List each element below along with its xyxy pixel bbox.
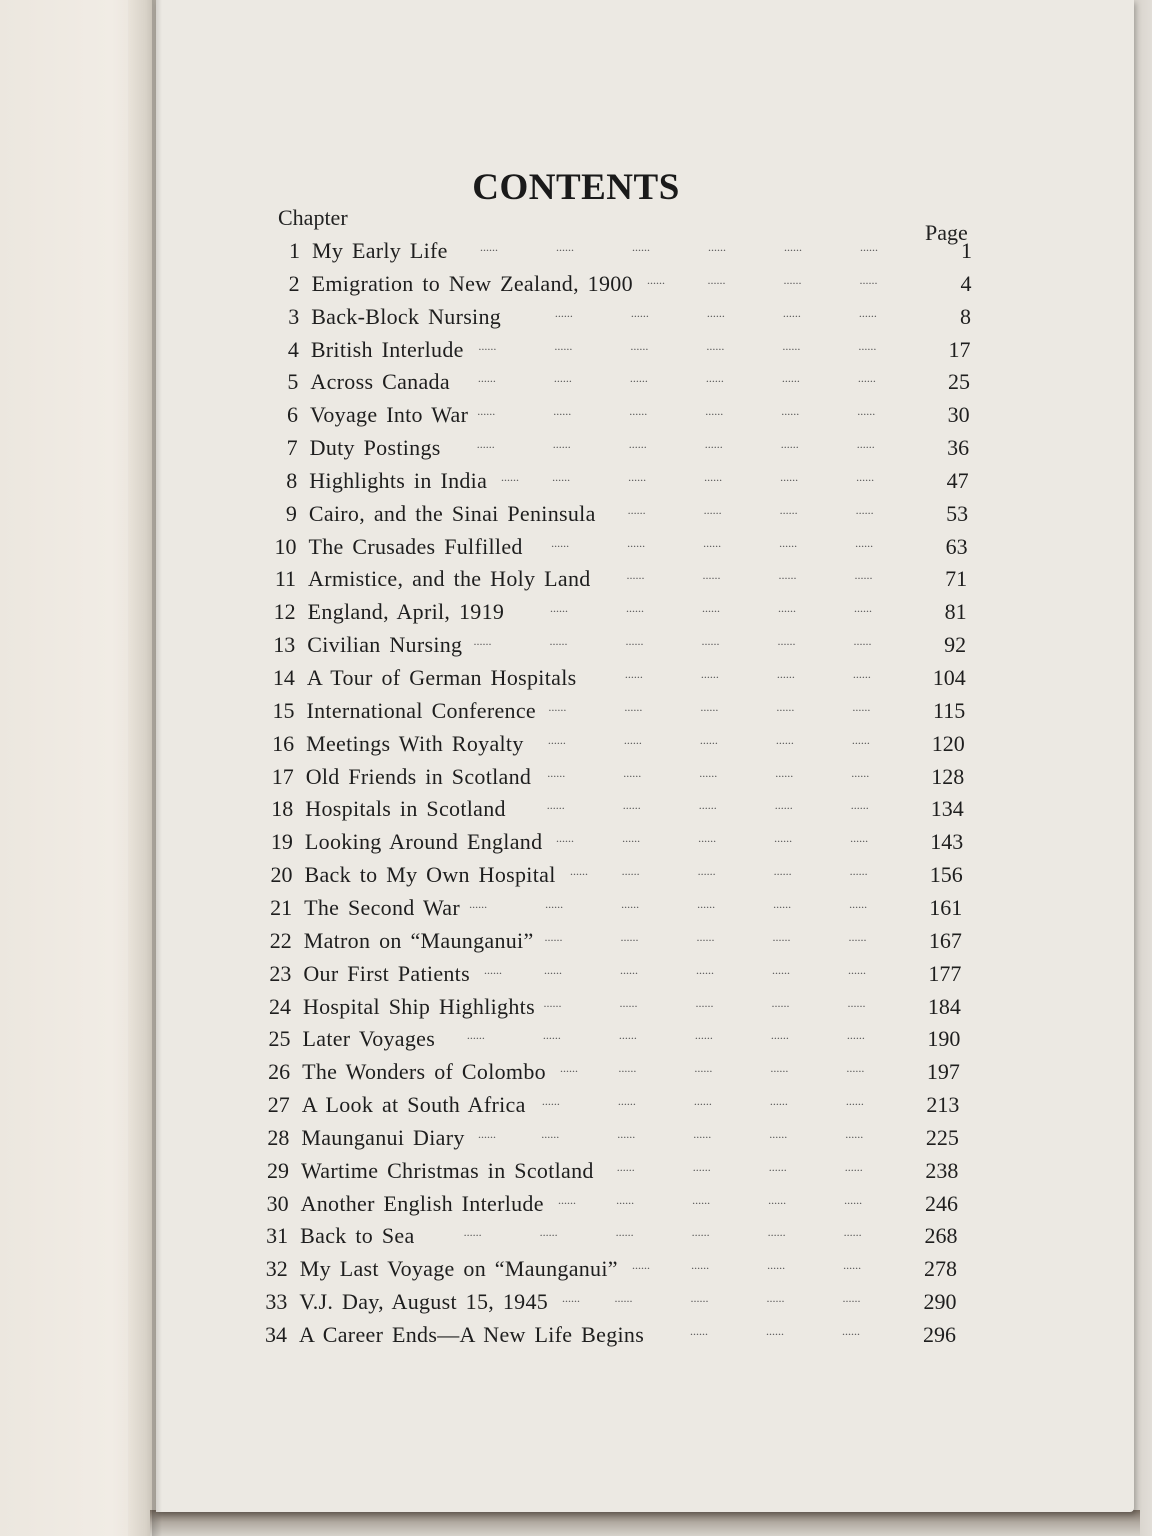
chapter-number: 13 bbox=[273, 632, 296, 658]
dot-leader: ...... ...... ...... ...... ...... ...... bbox=[478, 1126, 864, 1141]
page-number: 278 bbox=[923, 1256, 957, 1282]
chapter-number: 34 bbox=[265, 1322, 287, 1347]
dot-leader: ...... ...... ...... ...... ...... bbox=[558, 1192, 863, 1207]
chapter-title: The Wonders of Colombo bbox=[302, 1059, 546, 1085]
chapter-number: 26 bbox=[268, 1059, 291, 1085]
toc-entry bbox=[0, 271, 1152, 301]
chapter-title: Civilian Nursing bbox=[307, 632, 463, 658]
page-number: 25 bbox=[948, 369, 971, 395]
chapter-title: Later Voyages bbox=[302, 1026, 436, 1052]
chapter-title: Looking Around England bbox=[304, 829, 543, 855]
toc-entry bbox=[0, 895, 1152, 925]
chapter-number: 20 bbox=[270, 862, 293, 888]
toc-entry bbox=[0, 369, 1152, 399]
toc-entry bbox=[0, 468, 1152, 498]
chapter-column-label: Chapter bbox=[278, 205, 348, 230]
dot-leader: ...... ...... ...... ...... ...... bbox=[556, 831, 869, 846]
toc-entry bbox=[0, 1191, 1152, 1221]
chapter-number: 16 bbox=[272, 730, 295, 756]
toc-entry bbox=[0, 402, 1152, 432]
dot-leader: ...... ...... ...... ...... ...... bbox=[543, 995, 866, 1010]
chapter-number: 32 bbox=[265, 1256, 288, 1282]
dot-leader: ...... ...... ...... ...... ...... ...... bbox=[484, 962, 866, 977]
page-number: 71 bbox=[945, 566, 968, 592]
chapter-number: 8 bbox=[286, 467, 298, 493]
page-number: 115 bbox=[933, 697, 966, 723]
chapter-number: 19 bbox=[270, 829, 293, 855]
chapter-number: 25 bbox=[268, 1026, 291, 1052]
page-number: 290 bbox=[923, 1289, 957, 1315]
page-number: 268 bbox=[924, 1223, 958, 1249]
chapter-title: Our First Patients bbox=[303, 960, 470, 986]
page-number: 246 bbox=[924, 1190, 958, 1216]
page-number: 4 bbox=[960, 270, 972, 296]
chapter-number: 27 bbox=[267, 1092, 290, 1118]
page-number: 30 bbox=[947, 402, 970, 428]
chapter-title: My Early Life bbox=[312, 238, 448, 263]
contents-heading: CONTENTS bbox=[472, 167, 680, 208]
page-number: 225 bbox=[925, 1124, 959, 1150]
chapter-title: The Second War bbox=[304, 894, 460, 920]
chapter-number: 7 bbox=[286, 435, 298, 461]
chapter-title: Duty Postings bbox=[309, 435, 441, 461]
page-number: 161 bbox=[929, 894, 963, 920]
chapter-number: 5 bbox=[287, 369, 299, 395]
toc-entry bbox=[0, 698, 1152, 728]
dot-leader: ...... ...... ...... ...... ...... bbox=[570, 864, 868, 879]
dot-leader: ...... ...... ...... bbox=[690, 1324, 860, 1338]
page-number: 8 bbox=[960, 303, 972, 329]
toc-entry bbox=[0, 1158, 1152, 1188]
dot-leader: ...... ...... ...... ...... bbox=[624, 667, 871, 682]
toc-entry bbox=[0, 1289, 1152, 1319]
chapter-number: 9 bbox=[285, 500, 297, 526]
page-number: 143 bbox=[930, 829, 964, 855]
chapter-title: Meetings With Royalty bbox=[306, 730, 524, 756]
toc-entry bbox=[0, 435, 1152, 465]
page-number: 81 bbox=[944, 599, 967, 625]
toc-entry bbox=[0, 534, 1152, 564]
chapter-title: Cairo, and the Sinai Peninsula bbox=[308, 500, 596, 526]
chapter-number: 12 bbox=[273, 599, 296, 625]
chapter-number: 10 bbox=[274, 533, 297, 559]
toc-entry bbox=[0, 1059, 1152, 1089]
page-number: 296 bbox=[923, 1322, 956, 1347]
toc-entry bbox=[0, 961, 1152, 991]
page-number: 36 bbox=[947, 435, 970, 461]
dot-leader: ...... ...... ...... ...... bbox=[632, 1258, 862, 1273]
page-number: 167 bbox=[928, 927, 962, 953]
chapter-title: British Interlude bbox=[310, 336, 464, 362]
toc-entry bbox=[0, 1223, 1152, 1253]
page-number: 128 bbox=[931, 763, 965, 789]
toc-entry bbox=[0, 566, 1152, 596]
page-number: 238 bbox=[925, 1157, 959, 1183]
page-number: 1 bbox=[961, 238, 972, 263]
dot-leader: ...... ...... ...... ...... ...... ...... bbox=[480, 240, 878, 254]
chapter-title: Back to My Own Hospital bbox=[304, 862, 556, 888]
chapter-title: Hospitals in Scotland bbox=[305, 796, 506, 822]
toc-entry bbox=[0, 665, 1152, 695]
toc-entry bbox=[0, 304, 1152, 334]
chapter-number: 31 bbox=[266, 1223, 289, 1249]
toc-entry bbox=[0, 501, 1152, 531]
toc-entry bbox=[0, 1092, 1152, 1122]
chapter-title: Another English Interlude bbox=[300, 1190, 544, 1216]
dot-leader: ...... ...... ...... ...... ...... bbox=[554, 305, 877, 320]
chapter-number: 22 bbox=[269, 927, 292, 953]
toc-entry bbox=[0, 1322, 1152, 1352]
chapter-number: 21 bbox=[270, 894, 293, 920]
book-cover-edge bbox=[150, 1510, 1140, 1536]
dot-leader: ...... ...... ...... ...... ...... bbox=[550, 601, 872, 616]
page-number: 104 bbox=[932, 665, 966, 691]
chapter-title: Maunganui Diary bbox=[301, 1124, 465, 1150]
chapter-title: International Conference bbox=[306, 697, 536, 723]
toc-entry bbox=[0, 1026, 1152, 1056]
toc-entry bbox=[0, 928, 1152, 958]
toc-entry bbox=[0, 862, 1152, 892]
chapter-title: Across Canada bbox=[310, 369, 450, 395]
page-number: 63 bbox=[945, 533, 968, 559]
toc-entry bbox=[0, 632, 1152, 662]
chapter-title: England, April, 1919 bbox=[307, 599, 505, 625]
chapter-title: A Career Ends—A New Life Begins bbox=[299, 1322, 645, 1347]
chapter-title: Armistice, and the Holy Land bbox=[308, 566, 591, 592]
chapter-title: Hospital Ship Highlights bbox=[302, 993, 535, 1019]
chapter-number: 2 bbox=[288, 270, 300, 296]
dot-leader: ...... ...... ...... ...... ...... bbox=[560, 1061, 865, 1076]
chapter-number: 18 bbox=[271, 796, 294, 822]
chapter-number: 28 bbox=[267, 1124, 290, 1150]
toc-entry bbox=[0, 829, 1152, 859]
chapter-number: 6 bbox=[287, 402, 299, 428]
toc-entry bbox=[0, 1256, 1152, 1286]
toc-entry bbox=[0, 796, 1152, 826]
toc-entry bbox=[0, 764, 1152, 794]
dot-leader: ...... ...... ...... ...... ...... bbox=[547, 732, 870, 747]
chapter-number: 24 bbox=[268, 993, 291, 1019]
chapter-title: My Last Voyage on “Maunganui” bbox=[299, 1256, 618, 1282]
dot-leader: ...... ...... ...... ...... ...... ...... bbox=[476, 437, 875, 452]
dot-leader: ...... ...... ...... ...... ...... ...... bbox=[477, 404, 876, 419]
chapter-title: A Look at South Africa bbox=[301, 1092, 526, 1118]
chapter-number: 33 bbox=[265, 1289, 288, 1315]
dot-leader: ...... ...... ...... ...... ...... ...... bbox=[501, 469, 875, 484]
chapter-title: Highlights in India bbox=[309, 467, 488, 493]
toc-entry bbox=[0, 337, 1152, 367]
toc-entry bbox=[0, 994, 1152, 1024]
dot-leader: ...... ...... ...... ...... bbox=[616, 1159, 863, 1174]
toc-entry bbox=[0, 238, 1152, 268]
dot-leader: ...... ...... ...... ...... ...... bbox=[541, 1094, 864, 1109]
chapter-number: 4 bbox=[287, 336, 299, 362]
dot-leader: ...... ...... ...... ...... ...... ...... bbox=[469, 896, 868, 911]
dot-leader: ...... ...... ...... ...... ...... bbox=[562, 1291, 861, 1306]
dot-leader: ...... ...... ...... ...... ...... ...... bbox=[473, 634, 872, 649]
chapter-title: Emigration to New Zealand, 1900 bbox=[311, 270, 633, 296]
page-number: 47 bbox=[946, 467, 969, 493]
dot-leader: ...... ...... ...... ...... bbox=[626, 568, 873, 583]
chapter-title: Back to Sea bbox=[300, 1223, 415, 1249]
chapter-number: 3 bbox=[288, 303, 300, 329]
toc-entry bbox=[0, 731, 1152, 761]
chapter-title: Voyage Into War bbox=[310, 402, 469, 428]
toc-entry bbox=[0, 1125, 1152, 1155]
chapter-title: V.J. Day, August 15, 1945 bbox=[299, 1289, 549, 1315]
chapter-number: 11 bbox=[274, 566, 297, 592]
dot-leader: ...... ...... ...... ...... ...... bbox=[551, 535, 874, 550]
dot-leader: ...... ...... ...... ...... ...... bbox=[548, 699, 871, 714]
page-number: 53 bbox=[946, 500, 969, 526]
chapter-title: Wartime Christmas in Scotland bbox=[300, 1157, 594, 1183]
chapter-title: Matron on “Maunganui” bbox=[303, 927, 534, 953]
chapter-number: 23 bbox=[269, 960, 292, 986]
chapter-number: 29 bbox=[266, 1157, 289, 1183]
chapter-title: A Tour of German Hospitals bbox=[306, 665, 577, 691]
chapter-title: Old Friends in Scotland bbox=[305, 763, 532, 789]
chapter-number: 17 bbox=[271, 763, 294, 789]
page-number: 134 bbox=[930, 796, 964, 822]
chapter-number: 1 bbox=[289, 238, 300, 263]
page-number: 17 bbox=[948, 336, 971, 362]
dot-leader: ...... ...... ...... ...... ...... bbox=[547, 765, 870, 780]
chapter-number: 14 bbox=[272, 665, 295, 691]
dot-leader: ...... ...... ...... ...... ...... ...... bbox=[478, 338, 877, 353]
dot-leader: ...... ...... ...... ...... ...... ...... bbox=[466, 1028, 865, 1043]
page-column-label: Page bbox=[925, 220, 968, 245]
dot-leader: ...... ...... ...... ...... bbox=[627, 502, 874, 517]
chapter-title: Back-Block Nursing bbox=[311, 303, 502, 329]
chapter-title: The Crusades Fulfilled bbox=[308, 533, 523, 559]
page-number: 92 bbox=[944, 632, 967, 658]
page-number: 120 bbox=[931, 730, 965, 756]
chapter-number: 30 bbox=[266, 1190, 289, 1216]
page-number: 156 bbox=[929, 862, 963, 888]
page-number: 213 bbox=[926, 1092, 960, 1118]
dot-leader: ...... ...... ...... ...... ...... bbox=[546, 798, 869, 813]
dot-leader: ...... ...... ...... ...... ...... ...... bbox=[463, 1225, 862, 1240]
page-number: 197 bbox=[926, 1059, 960, 1085]
page-number: 190 bbox=[927, 1026, 961, 1052]
dot-leader: ...... ...... ...... ...... bbox=[647, 272, 878, 287]
toc-entry bbox=[0, 599, 1152, 629]
chapter-number: 15 bbox=[272, 697, 295, 723]
dot-leader: ...... ...... ...... ...... ...... ...... bbox=[477, 371, 876, 386]
dot-leader: ...... ...... ...... ...... ...... bbox=[544, 929, 867, 944]
page-number: 177 bbox=[928, 960, 962, 986]
page-number: 184 bbox=[927, 993, 961, 1019]
